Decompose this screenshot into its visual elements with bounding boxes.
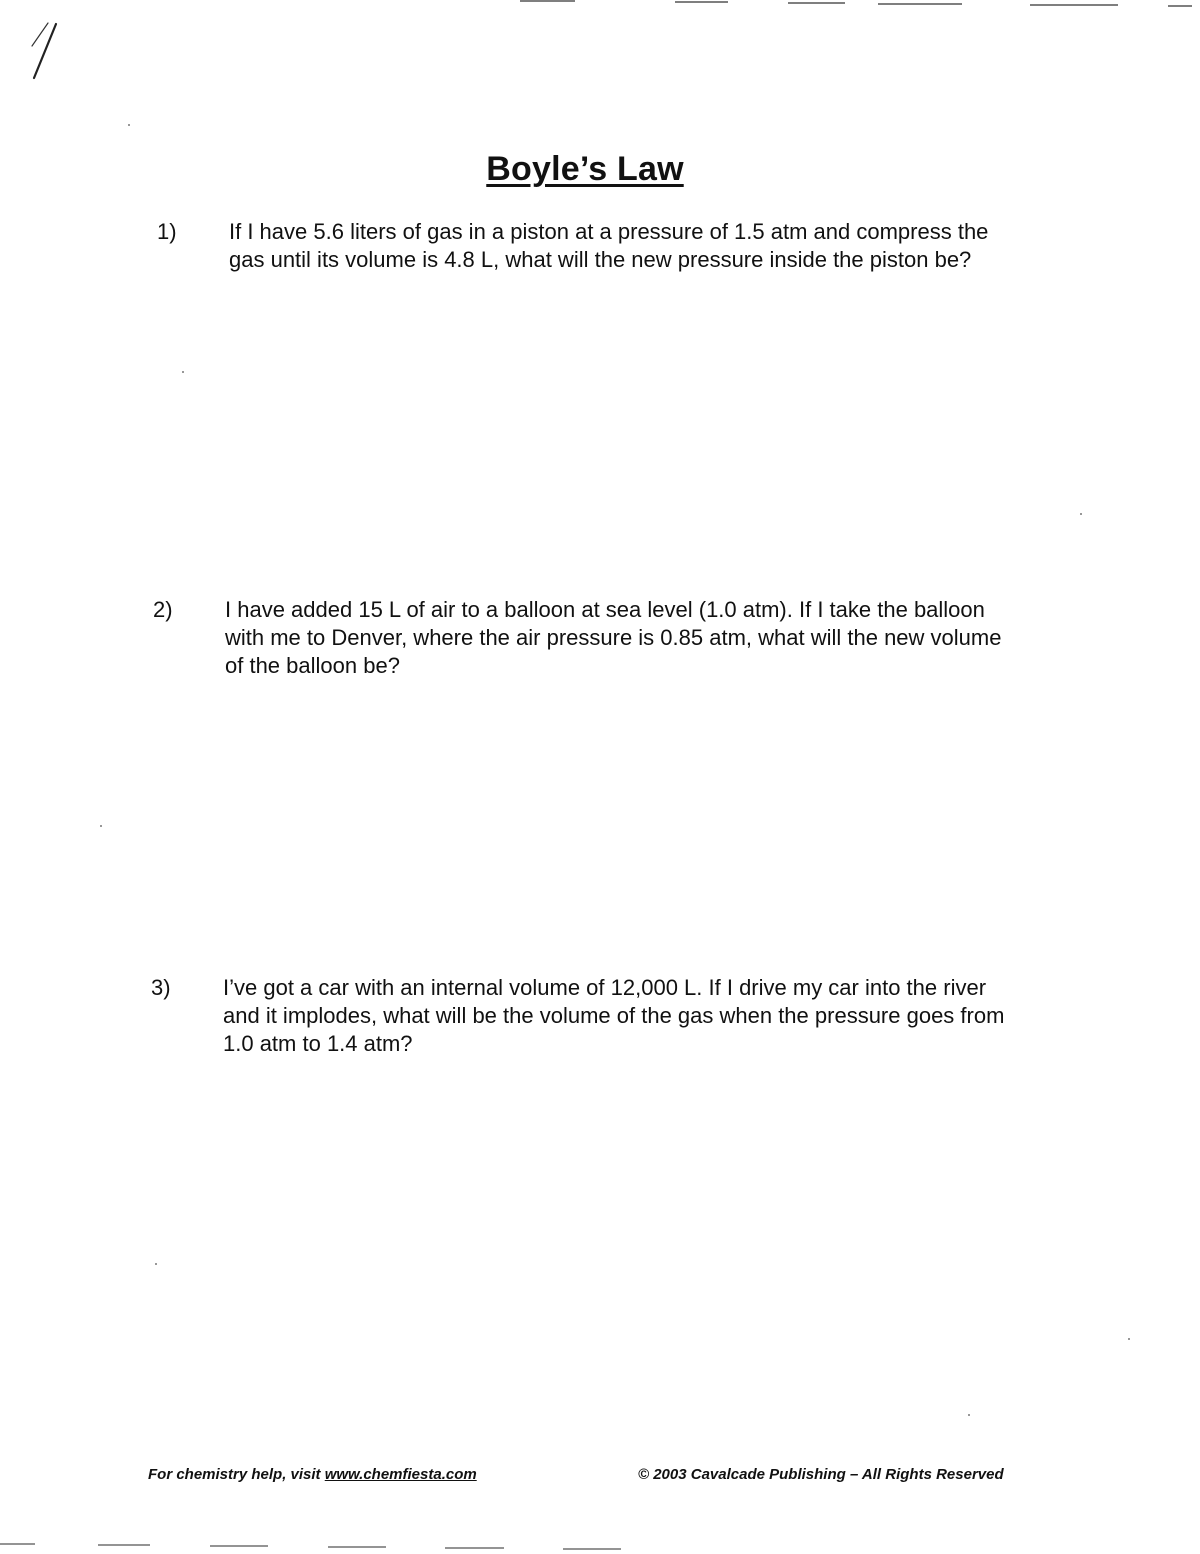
footer-help <box>148 1466 477 1483</box>
footer-help-text: For chemistry help, visit <box>148 1466 325 1483</box>
scan-speck <box>182 371 184 373</box>
scan-speck <box>128 124 130 126</box>
scan-edge-marks-bottom <box>0 1540 1200 1554</box>
scan-edge-marks-top <box>0 0 1200 14</box>
scan-speck <box>1128 1338 1130 1340</box>
scan-speck <box>1080 513 1082 515</box>
question-number: 3) <box>151 975 171 1000</box>
pen-stroke-mark <box>28 18 78 88</box>
footer-website-link[interactable]: www.chemfiesta.com <box>324 1466 477 1483</box>
scan-speck <box>155 1263 157 1265</box>
footer-copyright: © 2003 Cavalcade Publishing – All Rights Reserved <box>638 1466 1004 1483</box>
question-text: I have added 15 L of air to a balloon at sea level (1.0 atm). If I take the balloon with me to Denver, where the air pressure is 0.85 atm, what will the new volume of the balloon be? <box>225 597 1002 678</box>
question-text: I’ve got a car with an internal volume of 12,000 L. If I drive my car into the river and it implodes, what will be the volume of the gas when the pressure goes from 1.0 atm to 1.4 atm? <box>223 975 1005 1056</box>
scan-speck <box>968 1414 970 1416</box>
question-text: If I have 5.6 liters of gas in a piston at a pressure of 1.5 atm and compress the gas until its volume is 4.8 L, what will the new pressure inside the piston be? <box>229 219 989 272</box>
page-title: Boyle’s Law <box>486 150 684 188</box>
question-number: 1) <box>157 219 177 244</box>
question-number: 2) <box>153 597 173 622</box>
scan-speck <box>100 825 102 827</box>
